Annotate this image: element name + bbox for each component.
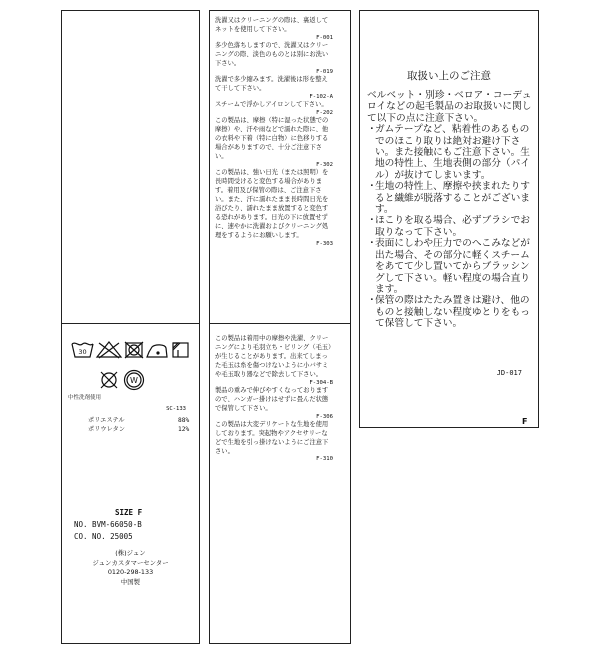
caution-item <box>367 124 535 181</box>
caution-body <box>367 90 535 330</box>
customer-center: ジュンカスタマーセンター <box>92 558 169 567</box>
label-tag-composition <box>61 10 200 644</box>
wet-clean-icon <box>125 371 144 390</box>
size-label: SIZE F <box>115 508 143 517</box>
care-code: F-202 <box>316 110 333 117</box>
product-number: NO. BVM-66050-B <box>74 520 142 529</box>
color-number: CO. NO. 25005 <box>74 532 133 541</box>
bullet-mark: ・ <box>367 215 377 227</box>
bullet-mark: ・ <box>367 238 377 250</box>
bullet-mark: ・ <box>367 181 377 193</box>
caution-code: JD-017 <box>496 369 522 377</box>
tag-divider <box>210 323 350 324</box>
company-info <box>62 549 199 587</box>
country-of-origin: 中国製 <box>120 577 141 586</box>
caution-item <box>367 215 535 238</box>
material-name: ポリエステル <box>88 417 125 424</box>
care-paragraph: 洗濯又はクリーニングの際は、裏返してネットを使用して下さい。 <box>215 17 329 33</box>
care-code: F-303 <box>316 240 333 247</box>
bullet-mark: ・ <box>367 295 377 307</box>
tag-divider <box>62 323 199 324</box>
material-row <box>88 425 125 434</box>
wash-30-icon <box>72 343 93 357</box>
iron-low-icon <box>147 345 167 357</box>
material-pct: 12% <box>178 426 190 433</box>
caution-item-text: ほこりを取る場合、必ずブラシでお取りなって下さい。 <box>375 215 530 238</box>
company-name: (株)ジュン <box>115 549 146 557</box>
care-paragraph: スチームで浮かしアイロンして下さい。 <box>215 101 328 109</box>
detergent-note: 中性洗剤使用 <box>68 395 102 401</box>
no-tumble-dry-icon <box>125 342 143 358</box>
care-paragraph: 洗濯で多少縮みます。洗濯後は形を整えて干して下さい。 <box>215 76 328 93</box>
line-dry-shade-icon <box>173 343 188 357</box>
material-code: SC-133 <box>166 406 186 412</box>
caution-item <box>367 181 535 215</box>
care-code: F-019 <box>316 68 333 75</box>
care-paragraph: この製品は、強い日光（または照明）を長時間受けると変色する場合があります。着用及び保管の際は、ご注意下さい。また、汗に濡れたまま長時間日光を浴びたり、濡れたまま放置すると変色する恐れがあります。日光の下に放置せずに、速やかに洗濯およびクリーニング処理をするようにお願いします。 <box>215 169 329 239</box>
care-code: F-102-A <box>309 93 333 100</box>
care-paragraph: 製品の重みで伸びやすくなっておりますので、ハンガー掛けはせずに畳んだ状態で保管して下さい。 <box>215 386 329 412</box>
caution-item-text: 表面にしわや圧力でのへこみなどが出た場合、その部分に軽くスチームをあてて少し置いてからブラッシングして下さい。軽い程度の場合直ります。 <box>375 238 530 295</box>
care-code: F-001 <box>316 34 333 41</box>
caution-item-text: ガムテープなど、粘着性のあるものでのほこり取りは絶対お避け下さい。また接触にもご注意下さい。生地の特性上、生地表側の部分（パイル）が抜けてしまいます。 <box>375 124 530 181</box>
svg-text:W: W <box>130 376 138 385</box>
caution-item <box>367 295 535 329</box>
no-dry-clean-icon <box>101 372 117 388</box>
phone-number: 0120-298-133 <box>107 568 154 576</box>
label-tag-handling-caution <box>359 10 539 428</box>
care-paragraph: 多少色落ちしますので、洗濯又はクリーニングの際、淡色のものとは別にお洗い下さい。 <box>215 42 329 67</box>
care-paragraph: この製品は着用中の摩擦や洗濯、クリーニングにより毛羽立ち・ピリング（毛玉）が生じることがあります。出来てしまった毛玉は糸を傷つけないように小バサミや毛玉取り器などで除去して下さい。 <box>215 335 332 378</box>
caution-intro: ベルベット・別珍・ベロア・コーデュロイなどの起毛製品のお取扱いに関して以下の点に注意下さい。 <box>367 90 532 124</box>
label-tag-care-text <box>209 10 351 644</box>
care-code: F-306 <box>316 413 333 420</box>
size-mark: F <box>522 417 528 426</box>
caution-title: 取扱い上のご注意 <box>407 70 491 82</box>
care-code: F-302 <box>316 161 333 168</box>
no-bleach-icon <box>97 342 121 358</box>
bullet-mark: ・ <box>367 124 377 136</box>
material-row <box>88 416 125 425</box>
care-paragraph: この製品は大変デリケートな生地を使用しております。突起物やアクセサリーなどで生地を引っ掛けないようにご注意下さい。 <box>215 420 329 455</box>
svg-text:30: 30 <box>78 348 87 356</box>
care-code: F-304-B <box>309 379 333 386</box>
care-instructions-upper <box>215 17 333 248</box>
caution-item-text: 生地の特性上、摩擦や挟まれたりすると繊維が脱落することがございます。 <box>375 181 530 216</box>
care-code: F-310 <box>316 456 333 463</box>
product-info <box>74 507 142 543</box>
care-paragraph: この製品は、摩擦（特に湿った状態での摩擦）や、汗や雨などで濡れた際に、他の衣料や下着（特に白物）に色移りする場合がありますので、十分ご注意下さい。 <box>215 117 329 161</box>
material-name: ポリウレタン <box>88 426 125 433</box>
caution-item <box>367 238 535 295</box>
material-pct: 88% <box>178 417 190 424</box>
caution-item-text: 保管の際はたたみ置きは避け、他のものと接触しない程度ゆとりをもって保管して下さい。 <box>375 295 530 330</box>
care-instructions-lower <box>215 335 333 464</box>
care-symbols <box>69 338 199 398</box>
